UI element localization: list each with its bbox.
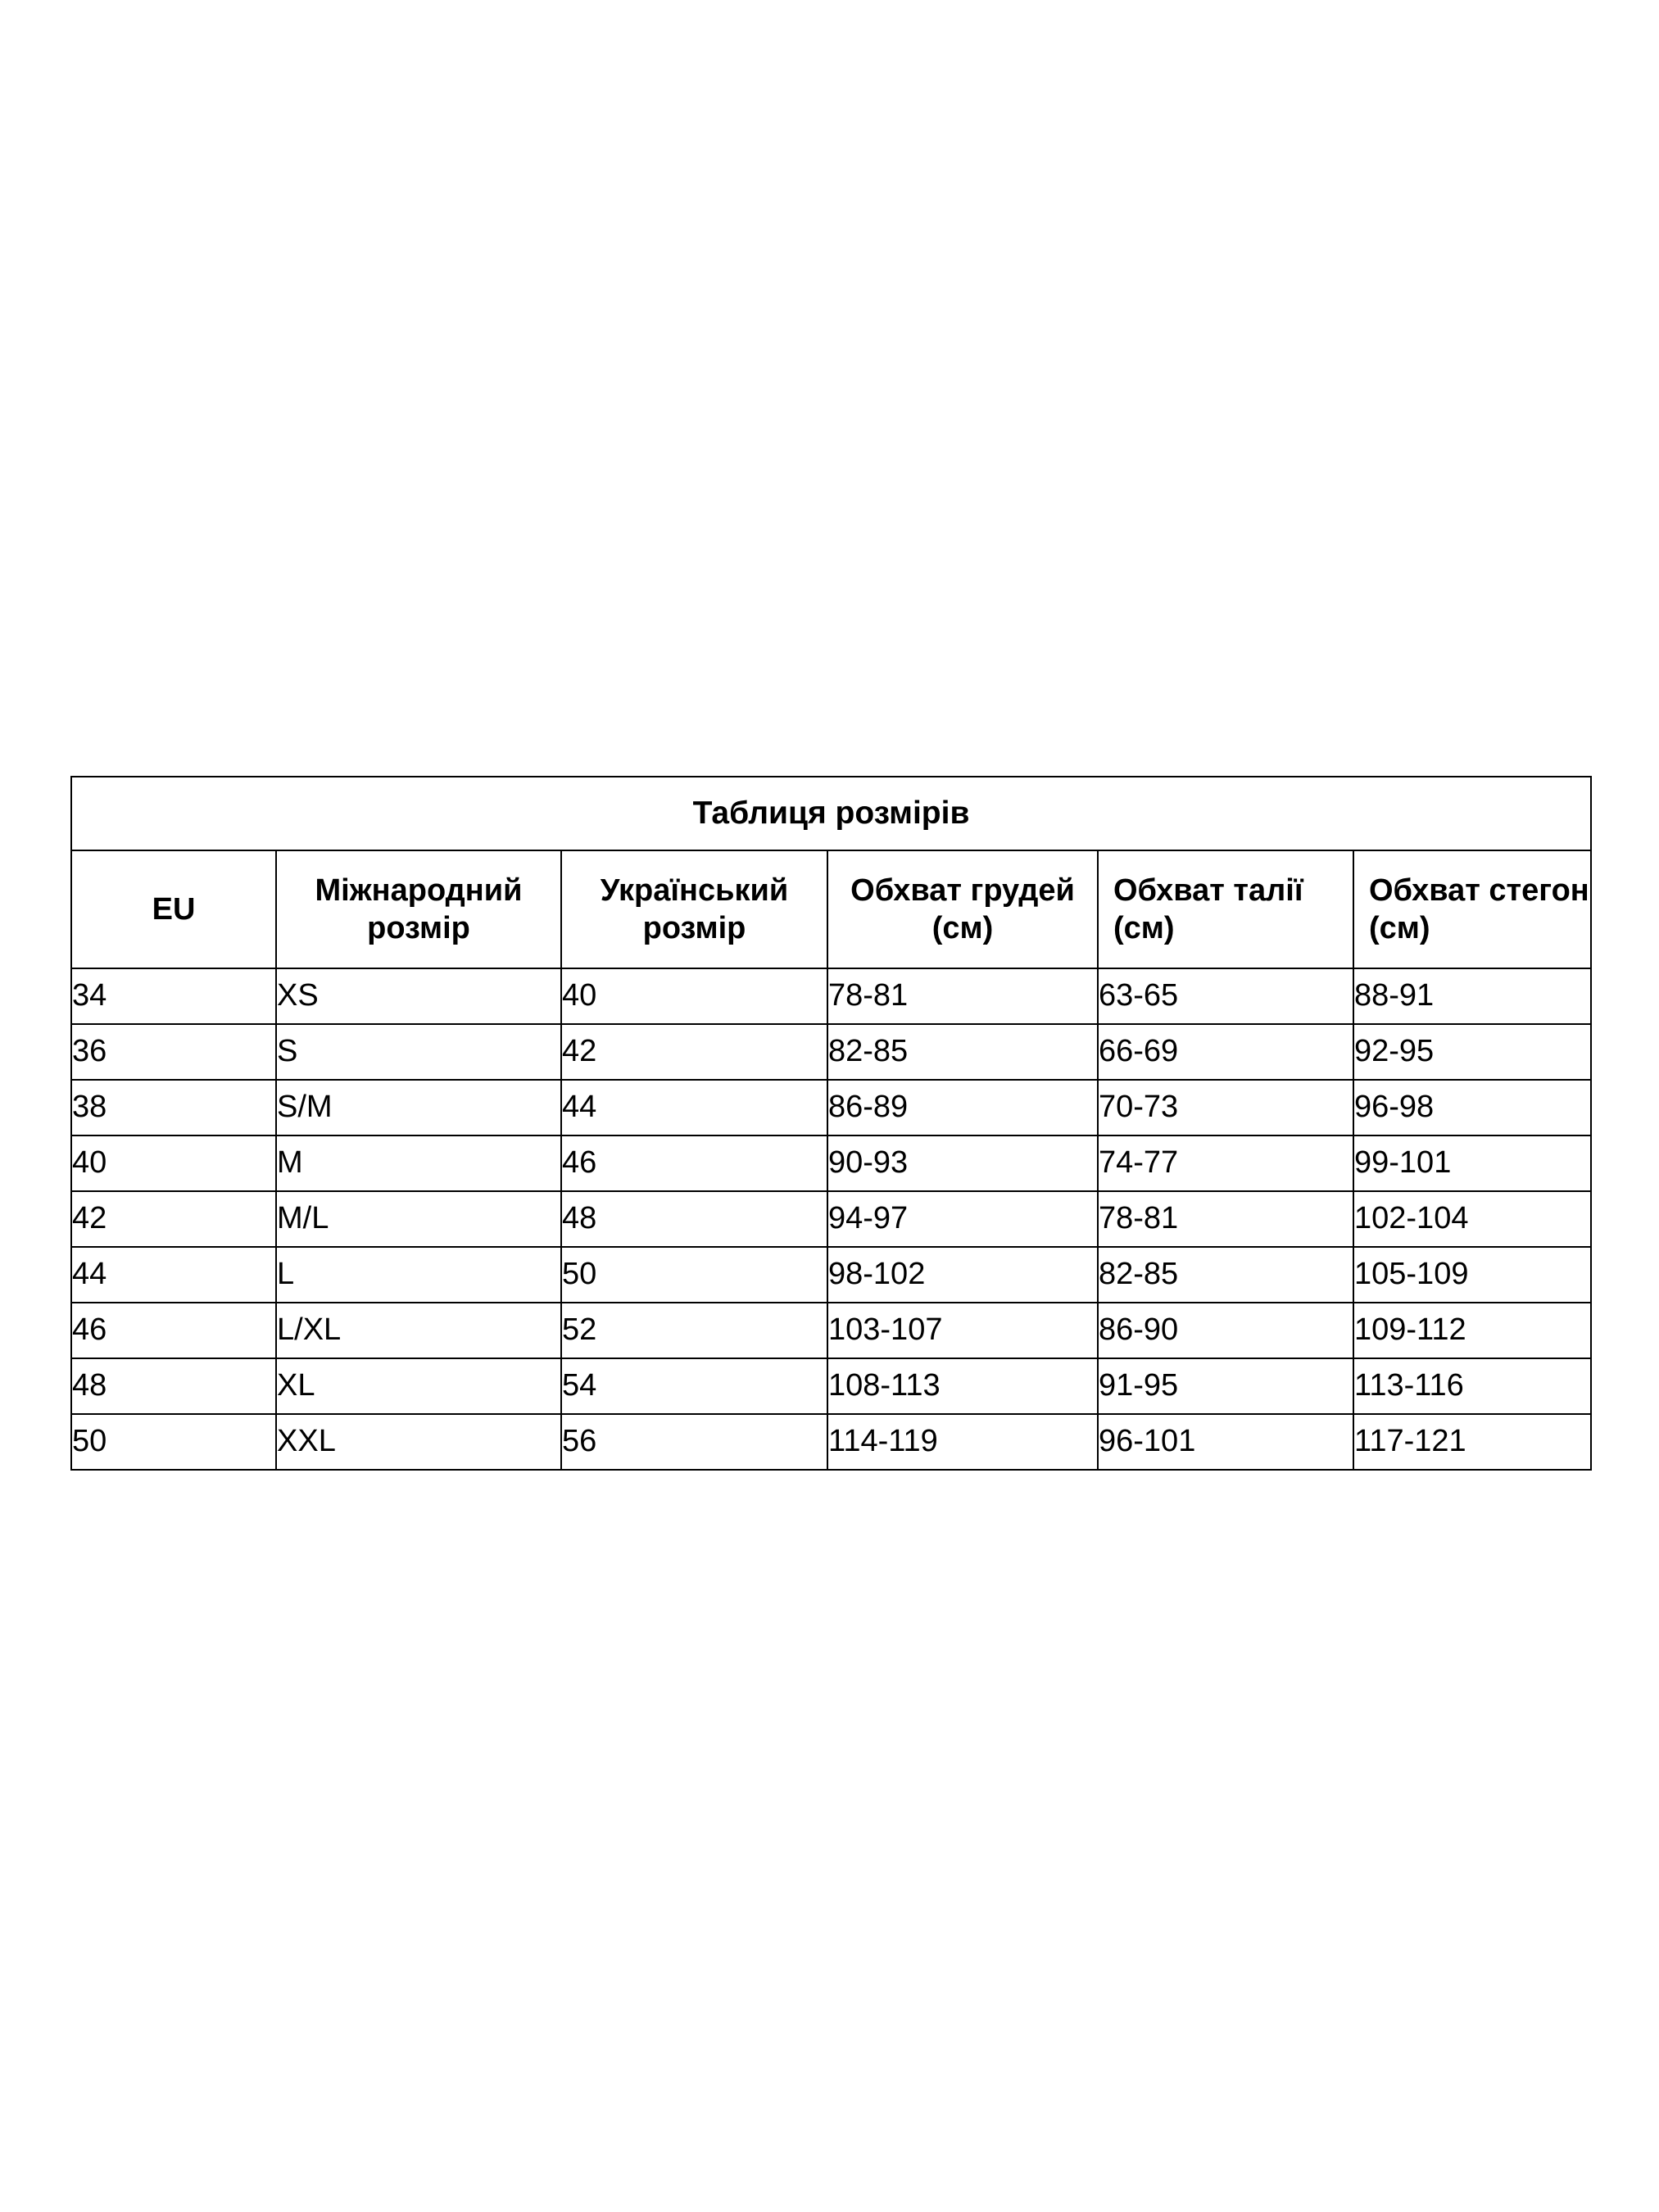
cell-hips: 113-116 (1353, 1358, 1591, 1414)
cell-ukrainian-size: 40 (561, 968, 827, 1024)
cell-ukrainian-size: 48 (561, 1191, 827, 1247)
cell-hips: 109-112 (1353, 1303, 1591, 1358)
table-row (71, 1358, 1591, 1414)
cell-ukrainian-size: 42 (561, 1024, 827, 1080)
cell-eu: 44 (71, 1247, 276, 1303)
cell-waist: 78-81 (1098, 1191, 1353, 1247)
cell-hips: 105-109 (1353, 1247, 1591, 1303)
cell-hips: 92-95 (1353, 1024, 1591, 1080)
size-chart-table (70, 776, 1592, 1471)
column-header-chest: Обхват грудей (см) (827, 850, 1098, 968)
cell-waist: 70-73 (1098, 1080, 1353, 1135)
cell-waist: 82-85 (1098, 1247, 1353, 1303)
column-header-international-size: Міжнародний розмір (276, 850, 561, 968)
cell-eu: 34 (71, 968, 276, 1024)
cell-waist: 66-69 (1098, 1024, 1353, 1080)
cell-international-size: S (276, 1024, 561, 1080)
table-title-row (71, 777, 1591, 850)
cell-waist: 96-101 (1098, 1414, 1353, 1470)
cell-eu: 50 (71, 1414, 276, 1470)
cell-international-size: S/M (276, 1080, 561, 1135)
cell-chest: 98-102 (827, 1247, 1098, 1303)
cell-hips: 102-104 (1353, 1191, 1591, 1247)
cell-hips: 99-101 (1353, 1135, 1591, 1191)
cell-waist: 63-65 (1098, 968, 1353, 1024)
cell-ukrainian-size: 44 (561, 1080, 827, 1135)
cell-chest: 86-89 (827, 1080, 1098, 1135)
cell-hips: 88-91 (1353, 968, 1591, 1024)
cell-waist: 91-95 (1098, 1358, 1353, 1414)
cell-chest: 82-85 (827, 1024, 1098, 1080)
cell-hips: 117-121 (1353, 1414, 1591, 1470)
cell-international-size: XS (276, 968, 561, 1024)
cell-eu: 42 (71, 1191, 276, 1247)
cell-chest: 108-113 (827, 1358, 1098, 1414)
table-row (71, 1303, 1591, 1358)
cell-ukrainian-size: 46 (561, 1135, 827, 1191)
cell-international-size: M (276, 1135, 561, 1191)
column-header-waist: Обхват талії (см) (1098, 850, 1353, 968)
table-row (71, 1024, 1591, 1080)
table-row (71, 1247, 1591, 1303)
table-row (71, 1414, 1591, 1470)
table-row (71, 968, 1591, 1024)
cell-eu: 46 (71, 1303, 276, 1358)
cell-eu: 36 (71, 1024, 276, 1080)
cell-international-size: XXL (276, 1414, 561, 1470)
cell-international-size: M/L (276, 1191, 561, 1247)
cell-chest: 90-93 (827, 1135, 1098, 1191)
cell-waist: 74-77 (1098, 1135, 1353, 1191)
table-row (71, 1191, 1591, 1247)
cell-international-size: XL (276, 1358, 561, 1414)
cell-chest: 94-97 (827, 1191, 1098, 1247)
column-header-hips: Обхват стегон (см) (1353, 850, 1591, 968)
cell-international-size: L (276, 1247, 561, 1303)
cell-ukrainian-size: 50 (561, 1247, 827, 1303)
cell-chest: 114-119 (827, 1414, 1098, 1470)
cell-international-size: L/XL (276, 1303, 561, 1358)
cell-eu: 48 (71, 1358, 276, 1414)
cell-ukrainian-size: 54 (561, 1358, 827, 1414)
column-header-eu: EU (71, 850, 276, 968)
cell-eu: 40 (71, 1135, 276, 1191)
column-header-ukrainian-size: Український розмір (561, 850, 827, 968)
cell-chest: 103-107 (827, 1303, 1098, 1358)
table-header-row (71, 850, 1591, 968)
size-chart-container (70, 776, 1590, 1471)
table-row (71, 1080, 1591, 1135)
cell-eu: 38 (71, 1080, 276, 1135)
cell-ukrainian-size: 56 (561, 1414, 827, 1470)
cell-ukrainian-size: 52 (561, 1303, 827, 1358)
table-row (71, 1135, 1591, 1191)
table-title: Таблиця розмірів (71, 777, 1591, 850)
cell-chest: 78-81 (827, 968, 1098, 1024)
cell-hips: 96-98 (1353, 1080, 1591, 1135)
cell-waist: 86-90 (1098, 1303, 1353, 1358)
